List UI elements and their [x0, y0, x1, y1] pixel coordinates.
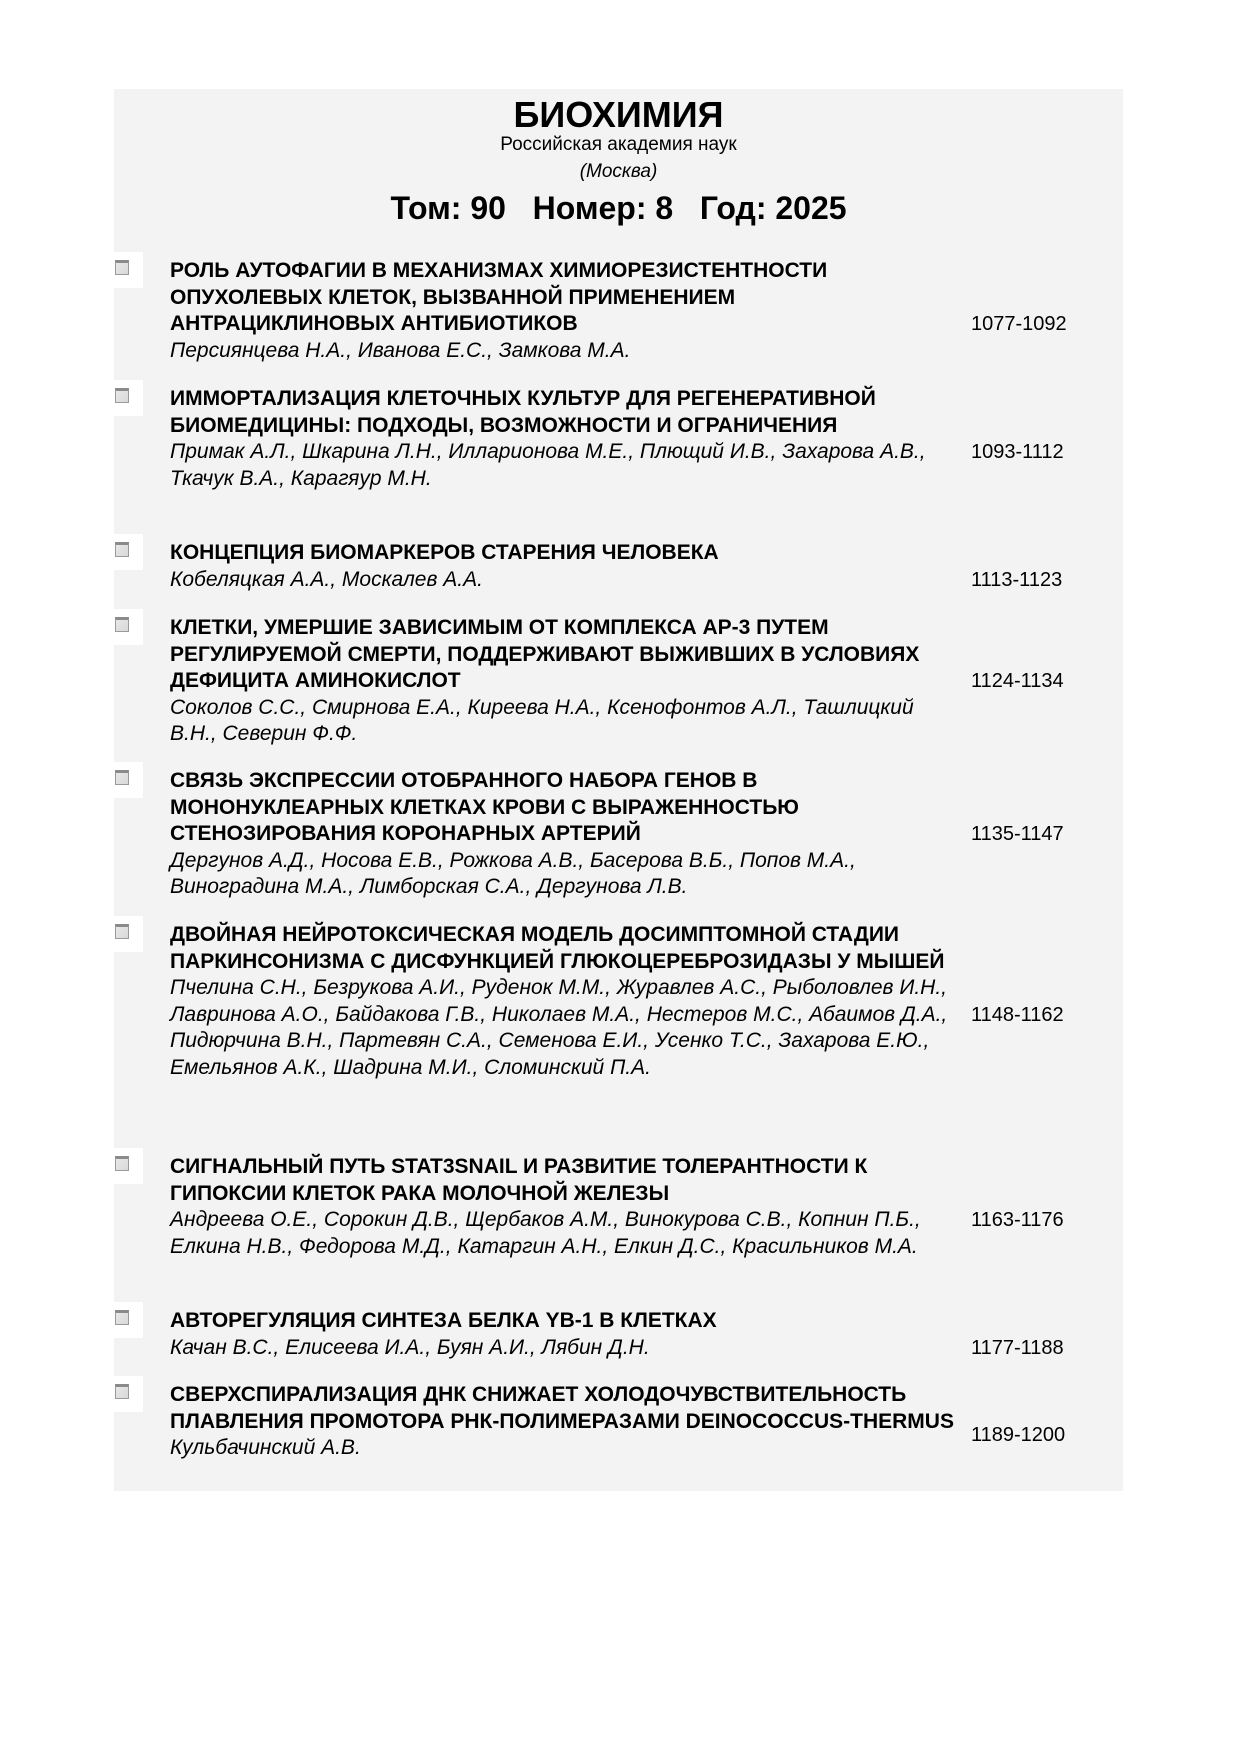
issue-contents-card [114, 89, 1123, 1491]
article-text [170, 1308, 960, 1361]
article-checkbox[interactable] [107, 534, 143, 570]
publisher: Российская академия наук [500, 134, 737, 155]
article-checkbox[interactable] [107, 252, 143, 288]
article-pages: 1093-1112 [971, 441, 1064, 463]
article-pages: 1077-1092 [971, 313, 1067, 335]
article-text [170, 386, 960, 492]
journal-title: БИОХИМИЯ [513, 94, 724, 135]
article-authors: Кульбачинский А.В. [170, 1436, 361, 1459]
article-authors: Примак А.Л., Шкарина Л.Н., Илларионова М.Е., Плющий И.В., Захарова А.В., Ткачук В.А., Карагяур М.Н. [170, 440, 926, 490]
article-checkbox[interactable] [107, 762, 143, 798]
article-title[interactable]: ДВОЙНАЯ НЕЙРОТОКСИЧЕСКАЯ МОДЕЛЬ ДОСИМПТОМНОЙ СТАДИИ ПАРКИНСОНИЗМА С ДИСФУНКЦИЕЙ ГЛЮКОЦЕРЕБРОЗИДАЗЫ У МЫШЕЙ [170, 923, 945, 973]
issue-info: Том: 90 Номер: 8 Год: 2025 [390, 190, 847, 226]
article-authors: Андреева О.Е., Сорокин Д.В., Щербаков А.М., Винокурова С.В., Копнин П.Б., Елкина Н.В., Федорова М.Д., Катаргин А.Н., Елкин Д.С., Красильников М.А. [170, 1208, 921, 1258]
article-title[interactable]: ИММОРТАЛИЗАЦИЯ КЛЕТОЧНЫХ КУЛЬТУР ДЛЯ РЕГЕНЕРАТИВНОЙ БИОМЕДИЦИНЫ: ПОДХОДЫ, ВОЗМОЖНОСТИ И ОГРАНИЧЕНИЯ [170, 387, 876, 437]
checkbox-icon [115, 770, 129, 785]
article-authors: Пчелина С.Н., Безрукова А.И., Руденок М.М., Журавлев А.С., Рыболовлев И.Н., Лавринова А.О., Байдакова Г.В., Николаев М.А., Нестеров М.С., Абаимов Д.А., Пидюрчина В.Н., Партевян С.А., Семенова Е.И., Усенко Т.С., Захарова Е.Ю., Емельянов А.К., Шадрина М.И., Сломинский П.А. [170, 976, 948, 1079]
checkbox-icon [115, 542, 129, 557]
article-pages: 1135-1147 [971, 823, 1064, 845]
article-authors: Соколов С.С., Смирнова Е.А., Киреева Н.А., Ксенофонтов А.Л., Ташлицкий В.Н., Северин Ф.Ф. [170, 695, 914, 745]
article-authors: Кобеляцкая А.А., Москалев А.А. [170, 567, 483, 591]
article-text [170, 1154, 960, 1260]
article-authors: Качан В.С., Елисеева И.А., Буян А.И., Лябин Д.Н. [170, 1335, 650, 1359]
article-checkbox[interactable] [107, 1302, 143, 1338]
article-checkbox[interactable] [107, 609, 143, 645]
article-authors: Дергунов А.Д., Носова Е.В., Рожкова А.В., Басерова В.Б., Попов М.А., Виноградина М.А., Лимборская С.А., Дергунова Л.В. [170, 848, 856, 898]
article-checkbox[interactable] [107, 916, 143, 952]
checkbox-icon [115, 924, 129, 939]
article-checkbox[interactable] [107, 380, 143, 416]
article-pages: 1124-1134 [971, 670, 1064, 692]
checkbox-icon [115, 1310, 129, 1325]
checkbox-icon [115, 260, 129, 275]
checkbox-icon [115, 388, 129, 403]
checkbox-icon [115, 617, 129, 632]
article-text [170, 540, 960, 593]
article-checkbox[interactable] [107, 1148, 143, 1184]
article-text [170, 768, 960, 901]
article-title[interactable]: КЛЕТКИ, УМЕРШИЕ ЗАВИСИМЫМ ОТ КОМПЛЕКСА AP-3 ПУТЕМ РЕГУЛИРУЕМОЙ СМЕРТИ, ПОДДЕРЖИВАЮТ ВЫЖИВШИХ В УСЛОВИЯХ ДЕФИЦИТА АМИНОКИСЛОТ [170, 616, 920, 692]
article-title[interactable]: СВЯЗЬ ЭКСПРЕССИИ ОТОБРАННОГО НАБОРА ГЕНОВ В МОНОНУКЛЕАРНЫХ КЛЕТКАХ КРОВИ С ВЫРАЖЕННОСТЬЮ СТЕНОЗИРОВАНИЯ КОРОНАРНЫХ АРТЕРИЙ [170, 769, 799, 845]
checkbox-icon [115, 1156, 129, 1171]
article-pages: 1177-1188 [971, 1337, 1064, 1359]
checkbox-icon [115, 1384, 129, 1399]
article-title[interactable]: РОЛЬ АУТОФАГИИ В МЕХАНИЗМАХ ХИМИОРЕЗИСТЕНТНОСТИ ОПУХОЛЕВЫХ КЛЕТОК, ВЫЗВАННОЙ ПРИМЕНЕНИЕМ АНТРАЦИКЛИНОВЫХ АНТИБИОТИКОВ [170, 259, 828, 335]
article-title[interactable]: АВТОРЕГУЛЯЦИЯ СИНТЕЗА БЕЛКА YB-1 В КЛЕТКАХ [170, 1309, 717, 1332]
article-pages: 1113-1123 [971, 569, 1063, 591]
article-text [170, 922, 960, 1081]
article-checkbox[interactable] [107, 1376, 143, 1412]
article-text [170, 258, 960, 364]
city: (Москва) [579, 161, 658, 182]
article-text [170, 615, 960, 748]
article-title[interactable]: СИГНАЛЬНЫЙ ПУТЬ STAT3SNAIL И РАЗВИТИЕ ТОЛЕРАНТНОСТИ К ГИПОКСИИ КЛЕТОК РАКА МОЛОЧНОЙ ЖЕЛЕЗЫ [170, 1155, 868, 1205]
article-text [170, 1382, 960, 1462]
article-authors: Персиянцева Н.А., Иванова Е.С., Замкова М.А. [170, 338, 631, 362]
article-pages: 1189-1200 [971, 1424, 1066, 1446]
article-pages: 1148-1162 [971, 1004, 1064, 1026]
article-pages: 1163-1176 [971, 1209, 1064, 1231]
article-title[interactable]: СВЕРХСПИРАЛИЗАЦИЯ ДНК СНИЖАЕТ ХОЛОДОЧУВСТВИТЕЛЬНОСТЬ ПЛАВЛЕНИЯ ПРОМОТОРА РНК-ПОЛИМЕРАЗАМИ DEINOCOCCUS-THERMUS [170, 1383, 954, 1433]
article-title[interactable]: КОНЦЕПЦИЯ БИОМАРКЕРОВ СТАРЕНИЯ ЧЕЛОВЕКА [170, 541, 719, 564]
